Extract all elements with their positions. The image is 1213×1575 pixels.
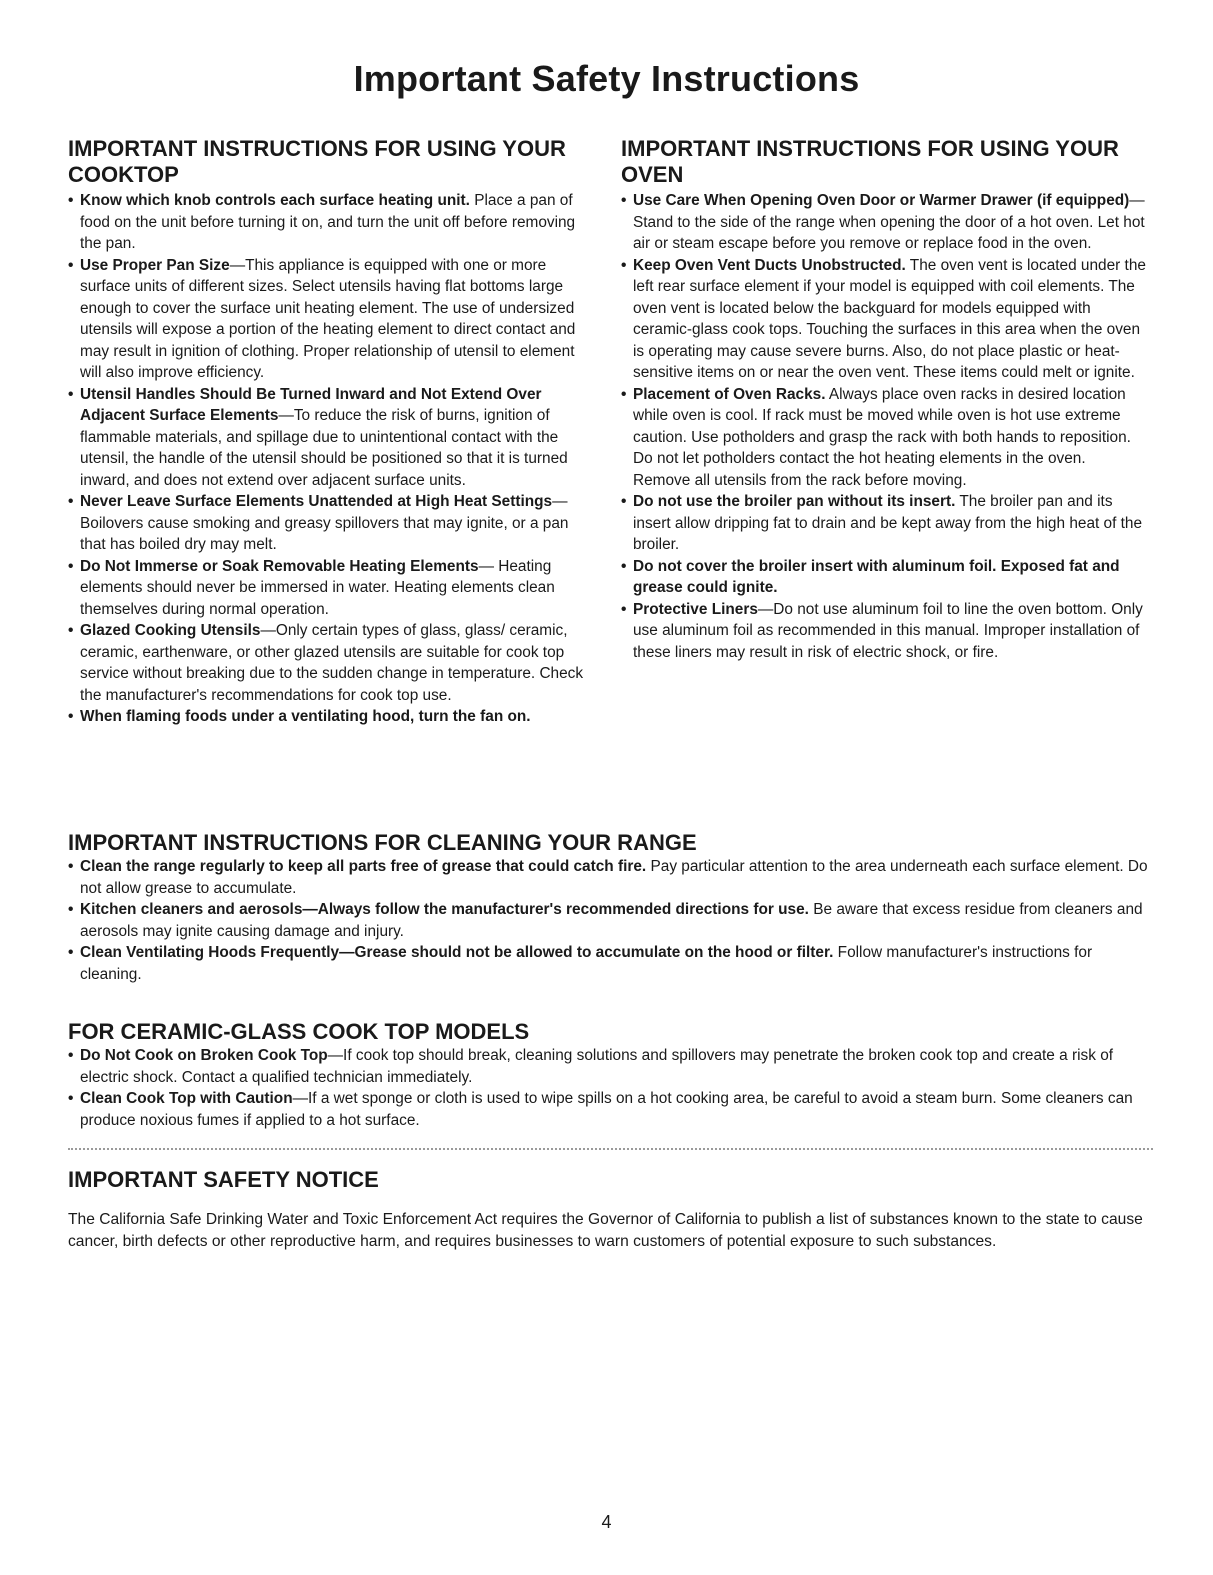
item-text: —If cook top should break, cleaning solutions and spillovers may penetrate the broken cook top and create a risk of electric shock. Contact a qualified technician immediately. (80, 1047, 1114, 1086)
item-text: Place a pan of food on the unit before turning it on, and turn the unit off before removing the pan. (80, 192, 576, 252)
item-text: The oven vent is located under the left rear surface element if your model is equipped with coil elements. The oven vent is located below the backguard for models equipped with ceramic-glass cook tops. Touching the surfaces in this area when the oven is operating may cause severe burns. Also, do not place plastic or heat-sensitive items on or near the oven vent. These items could melt or ignite. (633, 256, 1146, 381)
item-lead: Clean Ventilating Hoods Frequently—Grease should not be allowed to accumulate on the hood or filter. (80, 944, 834, 961)
ceramic-heading: FOR CERAMIC-GLASS COOK TOP MODELS (68, 1019, 530, 1044)
bullet-icon: • (621, 256, 627, 274)
bullet-icon: • (621, 557, 627, 575)
bullet-icon: • (621, 600, 627, 618)
item-text: —Boilovers cause smoking and greasy spillovers that may ignite, or a pan that has boiled dry may melt. (80, 493, 569, 553)
item-lead: Do Not Cook on Broken Cook Top (80, 1047, 328, 1064)
list-item (621, 556, 1146, 599)
list-item (68, 706, 598, 728)
bullet-icon: • (621, 493, 627, 510)
notice-text: The California Safe Drinking Water and Toxic Enforcement Act requires the Governor of California to publish a list of substances known to the state to cause cancer, birth defects or other reproductive harm, and requires businesses to warn customers of potential exposure to such substances. (68, 1211, 1143, 1250)
bullet-icon: • (68, 192, 74, 209)
item-text: Follow manufacturer's instructions for cleaning. (80, 944, 1093, 983)
ceramic-list (68, 1045, 1153, 1131)
ceramic-section (68, 1019, 1153, 1131)
item-lead: Do not use the broiler pan without its insert. (633, 493, 956, 510)
item-lead: Use Care When Opening Oven Door or Warmer Drawer (if equipped) (633, 192, 1130, 209)
bullet-icon: • (68, 493, 74, 510)
item-lead: Clean Cook Top with Caution (80, 1090, 293, 1107)
cleaning-list (68, 856, 1153, 985)
bullet-icon: • (68, 1090, 74, 1107)
page-number: 4 (601, 1512, 612, 1532)
item-text: Always place oven racks in desired location while oven is cool. If rack must be moved while oven is hot use extreme caution. Use potholders and grasp the rack with both hands to reposition. Do not let potholders contact the hot heating elements in the oven. Remove all utensils from the rack before moving. (633, 385, 1131, 489)
list-item (68, 899, 1153, 942)
list-item (68, 556, 598, 621)
list-item (68, 856, 1153, 899)
bullet-icon: • (68, 901, 74, 918)
item-text: —Only certain types of glass, glass/ ceramic, ceramic, earthenware, or other glazed utensils are suitable for cook top service without breaking due to the sudden change in temperature. Check the manufacturer's recommendations for cook top use. (80, 622, 584, 704)
item-text: —Do not use aluminum foil to line the oven bottom. Only use aluminum foil as recommended in this manual. Improper installation of these liners may result in risk of electric shock, or fire. (633, 600, 1143, 661)
list-item (621, 255, 1146, 384)
item-text: The broiler pan and its insert allow dripping fat to drain and be kept away from the high heat of the broiler. (633, 493, 1143, 553)
list-item (68, 384, 598, 492)
bullet-icon: • (68, 708, 74, 725)
oven-section (621, 136, 1146, 663)
oven-list (621, 190, 1146, 663)
bullet-icon: • (68, 557, 74, 575)
list-item (68, 1045, 1153, 1088)
list-item (68, 491, 598, 556)
notice-heading: IMPORTANT SAFETY NOTICE (68, 1167, 379, 1192)
bullet-icon: • (621, 192, 627, 209)
list-item (68, 1088, 1153, 1131)
item-lead: Know which knob controls each surface heating unit. (80, 192, 470, 209)
item-lead: Placement of Oven Racks. (633, 385, 826, 403)
bullet-icon: • (68, 944, 74, 961)
item-lead: When flaming foods under a ventilating hood, turn the fan on. (80, 708, 531, 725)
item-lead: Do Not Immerse or Soak Removable Heating Elements (80, 557, 479, 575)
item-lead: Clean the range regularly to keep all parts free of grease that could catch fire. (80, 858, 647, 875)
list-item (68, 942, 1153, 985)
item-lead: Keep Oven Vent Ducts Unobstructed. (633, 256, 906, 274)
cooktop-list (68, 190, 598, 728)
list-item (621, 599, 1146, 664)
list-item (621, 491, 1146, 556)
list-item (68, 255, 598, 384)
item-text: Pay particular attention to the area underneath each surface element. Do not allow grease to accumulate. (80, 858, 1148, 897)
item-text: — Heating elements should never be immersed in water. Heating elements clean themselves during normal operation. (80, 557, 555, 618)
oven-heading: IMPORTANT INSTRUCTIONS FOR USING YOUR OVEN (621, 136, 1119, 187)
cleaning-section (68, 830, 1153, 985)
cleaning-heading: IMPORTANT INSTRUCTIONS FOR CLEANING YOUR RANGE (68, 830, 697, 855)
item-lead: Never Leave Surface Elements Unattended at High Heat Settings (80, 493, 553, 510)
item-text: —This appliance is equipped with one or more surface units of different sizes. Select utensils having flat bottoms large enough to cover the surface unit heating element. The use of undersized utensils will expose a portion of the heating element to direct contact and may result in ignition of clothing. Proper relationship of utensil to element will also improve efficiency. (80, 256, 576, 381)
list-item (68, 620, 598, 706)
item-lead: Do not cover the broiler insert with aluminum foil. Exposed fat and grease could ignite. (633, 557, 1120, 596)
cooktop-heading: IMPORTANT INSTRUCTIONS FOR USING YOUR COOKTOP (68, 136, 566, 187)
item-text: Be aware that excess residue from cleaners and aerosols may ignite causing damage and injury. (80, 901, 1143, 940)
bullet-icon: • (68, 622, 74, 639)
page-title: Important Safety Instructions (353, 58, 860, 99)
section-divider (68, 1148, 1153, 1150)
cooktop-section (68, 136, 598, 728)
item-text: —If a wet sponge or cloth is used to wipe spills on a hot cooking area, be careful to avoid a steam burn. Some cleaners can produce noxious fumes if applied to a hot surface. (80, 1090, 1133, 1129)
notice-section (68, 1167, 1153, 1252)
bullet-icon: • (68, 1047, 74, 1064)
item-lead: Glazed Cooking Utensils (80, 622, 261, 639)
list-item (68, 190, 598, 255)
item-lead: Protective Liners (633, 600, 758, 618)
item-text: —To reduce the risk of burns, ignition of flammable materials, and spillage due to unintentional contact with the utensil, the handle of the utensil should be positioned so that it is turned inward, and does not extend over adjacent surface units. (80, 407, 568, 489)
bullet-icon: • (621, 385, 627, 403)
bullet-icon: • (68, 385, 74, 403)
item-text: —Stand to the side of the range when opening the door of a hot oven. Let hot air or steam escape before you remove or replace food in the oven. (633, 192, 1145, 252)
item-lead: Use Proper Pan Size (80, 256, 230, 274)
list-item (621, 190, 1146, 255)
bullet-icon: • (68, 858, 74, 875)
list-item (621, 384, 1146, 492)
item-lead: Utensil Handles Should Be Turned Inward and Not Extend Over Adjacent Surface Elements (80, 385, 542, 424)
bullet-icon: • (68, 256, 74, 274)
item-lead: Kitchen cleaners and aerosols—Always follow the manufacturer's recommended directions for use. (80, 901, 809, 918)
